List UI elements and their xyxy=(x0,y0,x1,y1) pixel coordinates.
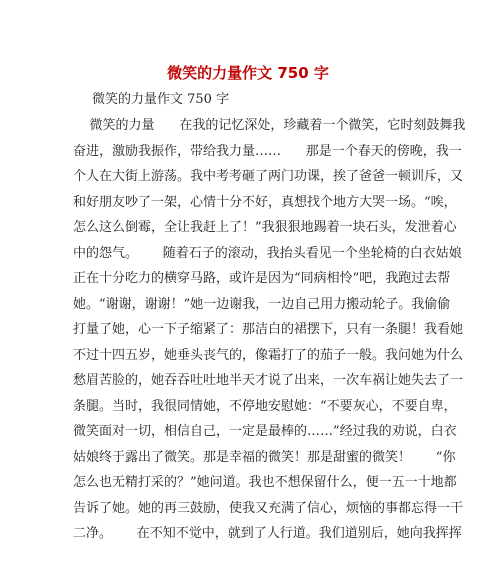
document-subtitle: 微笑的力量作文 750 字 xyxy=(92,92,230,107)
body-text xyxy=(73,113,466,547)
document-title: 微笑的力量作文 750 字 xyxy=(167,64,329,82)
body-line: 中的怨气。 随着石子的滚动，我抬头看见一个坐轮椅的白衣姑娘 xyxy=(73,245,462,261)
body-line: 不过十四五岁，她垂头丧气的，像霜打了的茄子一般。我问她为什么 xyxy=(73,347,464,363)
body-line: 正在十分吃力的横穿马路，或许是因为“同病相怜”吧，我跑过去帮 xyxy=(73,271,451,286)
body-line: 愁眉苦脸的，她吞吞吐吐地半天才说了出来，一次车祸让她失去了一 xyxy=(73,373,464,388)
body-line: 她。“谢谢，谢谢！”她一边谢我，一边自己用力搬动轮子。我偷偷 xyxy=(73,296,451,312)
body-line: 个人在大街上游荡。我中考考砸了两门功课，挨了爸爸一顿训斥，又 xyxy=(73,169,464,184)
body-line: 条腿。当时，我很同情她，不停地安慰她：“不要灰心，不要自卑， xyxy=(73,398,457,414)
body-line: 和好朋友吵了一架，心情十分不好，真想找个地方大哭一场。“唉， xyxy=(73,194,457,210)
body-line: 微笑的力量 在我的记忆深处，珍藏着一个微笑，它时刻鼓舞我 xyxy=(73,118,466,133)
body-line: 怎么也无精打采的？”她问道。我也不想保留什么，便一五一十地都 xyxy=(73,475,457,490)
body-line: 怎么这么倒霉，全让我赶上了！”我狠狠地踢着一块石头，发泄着心 xyxy=(73,220,457,235)
body-line: 微笑面对一切，相信自己，一定是最棒的……”经过我的劝说，白衣 xyxy=(73,424,457,439)
body-line: 二净。 在不知不觉中，就到了人行道。我们道别后，她向我挥挥 xyxy=(73,526,462,541)
body-line: 奋进，激励我振作，带给我力量…… 那是一个春天的傍晚，我一 xyxy=(73,143,462,159)
body-line: 姑娘终于露出了微笑。那是幸福的微笑！那是甜蜜的微笑！ “你 xyxy=(73,449,456,465)
body-line: 打量了她，心一下子缩紧了：那洁白的裙摆下，只有一条腿！我看她 xyxy=(73,322,464,337)
body-line: 告诉了她。她的再三鼓励，使我又充满了信心，烦恼的事都忘得一干 xyxy=(73,500,464,516)
